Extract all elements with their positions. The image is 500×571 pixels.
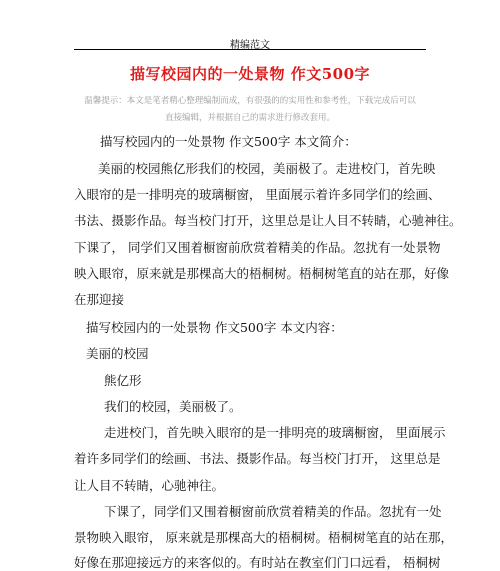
tip-line-2: 直接编辑，并根据自己的需求进行修改套用。 bbox=[164, 113, 335, 123]
paragraph-line: 下课了， 同学们又围着橱窗前欣赏着精美的作品。忽扰有一处景物 bbox=[74, 240, 441, 255]
content-heading: 描写校园内的一处景物 作文500字 本文内容： bbox=[86, 320, 343, 335]
paragraph-line: 好像在那迎接远方的来客似的。有时站在教室们门口远看， 梧桐树 bbox=[74, 555, 441, 570]
paragraph-line: 映入眼帘，原来就是那棵高大的梧桐树。梧桐树笔直的站在那，好像 bbox=[74, 266, 450, 281]
paragraph-line: 着许多同学们的绘画、书法、摄影作品。每当校门打开， 这里总是 bbox=[74, 451, 441, 466]
paragraph-line: 入眼帘的是一排明亮的玻璃橱窗， 里面展示着许多同学们的绘画、 bbox=[74, 187, 441, 202]
paragraph-line: 走进校门，首先映入眼帘的是一排明亮的玻璃橱窗， 里面展示 bbox=[104, 425, 446, 440]
document-title: 描写校园内的一处景物 作文500字 bbox=[129, 65, 371, 83]
tip-line-1: 温馨提示：本文是笔者精心整理编制而成，有很强的的实用性和参考性，下载完成后可以 bbox=[84, 96, 416, 106]
paragraph-line: 景物映入眼帘， 原来就是那棵高大的梧桐树。梧桐树笔直的站在那， bbox=[74, 530, 453, 545]
summary-heading: 描写校园内的一处景物 作文500字 本文简介： bbox=[100, 134, 357, 149]
page-header: 精编范文 bbox=[230, 40, 270, 51]
header-divider bbox=[74, 49, 426, 50]
essay-author: 熊亿形 bbox=[104, 373, 142, 388]
paragraph-line: 书法、摄影作品。每当校门打开，这里总是让人目不转睛，心驰神往。 bbox=[74, 213, 462, 228]
paragraph-line: 美丽的校园熊亿形我们的校园，美丽极了。走进校门，首先映 bbox=[98, 161, 436, 176]
paragraph-line: 我们的校园，美丽极了。 bbox=[104, 399, 242, 414]
paragraph-line: 在那迎接 bbox=[74, 292, 125, 307]
essay-title: 美丽的校园 bbox=[86, 346, 149, 361]
paragraph-line: 下课了，同学们又围着橱窗前欣赏着精美的作品。忽扰有一处 bbox=[104, 504, 442, 519]
paragraph-line: 让人目不转睛，心驰神往。 bbox=[74, 478, 225, 493]
